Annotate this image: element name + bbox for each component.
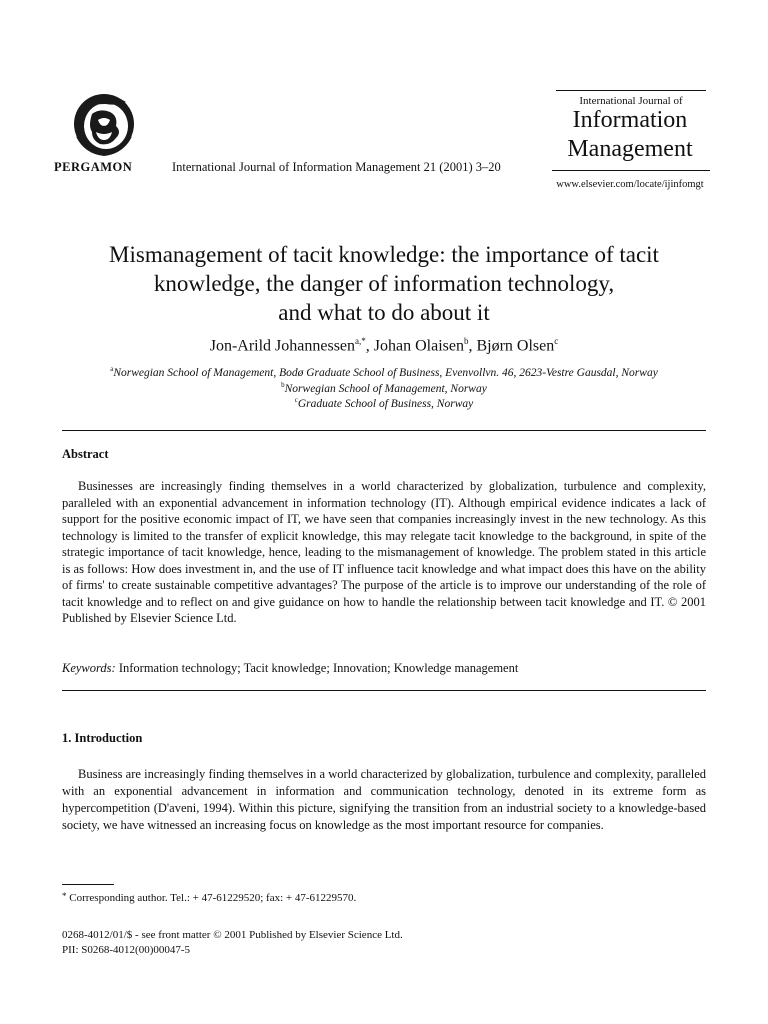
author-name[interactable]: Bjørn Olsen bbox=[476, 337, 555, 355]
affiliation-text: Norwegian School of Management, Bodø Graduate School of Business, Evenvollvn. 46, 2623-Vestre Gausdal, Norway bbox=[113, 366, 658, 379]
keywords-label: Keywords: bbox=[62, 661, 116, 675]
keywords bbox=[62, 661, 518, 676]
affiliation-text: Norwegian School of Management, Norway bbox=[284, 382, 487, 395]
publisher-name: PERGAMON bbox=[54, 160, 133, 174]
footnote-text: Corresponding author. Tel.: + 47-61229520; fax: + 47-61229570. bbox=[69, 892, 357, 904]
introduction-heading: 1. Introduction bbox=[62, 731, 143, 745]
footnote-mark: * bbox=[62, 891, 67, 901]
athena-head-icon bbox=[56, 86, 152, 158]
journal-name-line1: Information bbox=[572, 107, 688, 133]
author-mark: c bbox=[554, 336, 559, 346]
journal-url[interactable]: www.elsevier.com/locate/ijinfomgt bbox=[556, 179, 704, 190]
abstract-text: Businesses are increasingly finding themselves in a world characterized by globalization, turbulence and complexity, paralleled with an exponential advancement in information technology (IT). Although empirical evidence indicates a lack of support for the positive economic impact of IT, we have seen that companies increasingly invest in the new technology. As this technology is limited to the transfer of explicit knowledge, this may relegate tacit knowledge to the background, in spite of the strategic importance of tacit knowledge, hence, leading to the mismanagement of knowledge. The problem stated in this article is as follows: How does investment in, and the use of IT influence tacit knowledge and what impact does this have on the ability of firms' to create sustainable competitive advantages? The purpose of the article is to improve our understanding of the role of tacit knowledge and to reflect on and give guidance on how to handle the relationship between tacit knowledge and IT. © 2001 Published by Elsevier Science Ltd. bbox=[62, 479, 706, 625]
affiliation-mark: c bbox=[294, 396, 298, 404]
affiliation-mark: b bbox=[281, 381, 285, 389]
affiliation-text: Graduate School of Business, Norway bbox=[297, 397, 474, 410]
article-title bbox=[40, 240, 728, 327]
author-name[interactable]: Johan Olaisen bbox=[373, 337, 464, 355]
title-line: Mismanagement of tacit knowledge: the importance of tacit bbox=[109, 242, 659, 267]
title-line: knowledge, the danger of information technology, bbox=[153, 271, 615, 296]
footnote-rule bbox=[62, 884, 114, 885]
affiliation bbox=[40, 396, 728, 410]
section-divider bbox=[62, 430, 706, 431]
title-line: and what to do about it bbox=[278, 300, 490, 325]
introduction-text: Business are increasingly finding themselves in a world characterized by globalization, turbulence and complexity, paralleled with an exponential advancement in information and communication technology, denoted in its extreme form as hypercompetition (D'aveni, 1994). Within this picture, signifying the transition from an industrial society to a knowledge-based society, we have witnessed an increasing focus on knowledge as the most important resource for companies. bbox=[62, 767, 706, 832]
author-separator: , bbox=[365, 337, 374, 355]
journal-citation: International Journal of Information Management 21 (2001) 3–20 bbox=[172, 160, 501, 174]
author-list bbox=[40, 336, 728, 355]
journal-name-line2: Management bbox=[567, 136, 693, 162]
author-name[interactable]: Jon-Arild Johannessen bbox=[209, 337, 356, 355]
section-divider bbox=[62, 690, 706, 691]
pii-line: PII: S0268-4012(00)00047-5 bbox=[62, 944, 191, 956]
author-mark: b bbox=[463, 336, 469, 346]
journal-name-small: International Journal of bbox=[579, 95, 683, 107]
affiliation-mark: a bbox=[110, 365, 114, 373]
masthead-bottom-rule bbox=[552, 170, 710, 171]
masthead-top-rule bbox=[556, 90, 706, 91]
author-separator: , bbox=[468, 337, 477, 355]
keywords-text: Information technology; Tacit knowledge; Innovation; Knowledge management bbox=[118, 661, 519, 675]
copyright-line: 0268-4012/01/$ - see front matter © 2001 Published by Elsevier Science Ltd. bbox=[62, 929, 403, 941]
author-mark: a,* bbox=[355, 336, 366, 346]
abstract-heading: Abstract bbox=[62, 447, 109, 461]
footnote bbox=[62, 891, 356, 904]
affiliation bbox=[40, 365, 728, 379]
affiliation bbox=[40, 381, 728, 395]
